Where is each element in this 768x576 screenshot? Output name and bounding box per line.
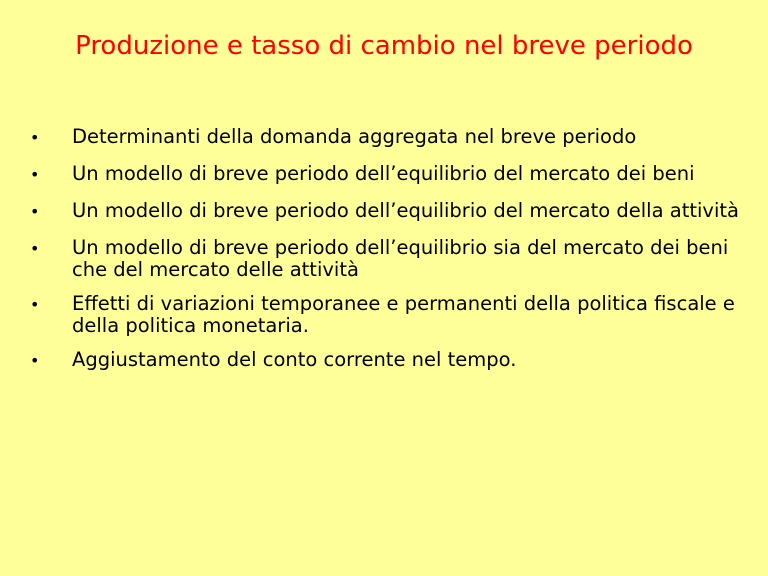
bullet-marker: • xyxy=(30,202,40,221)
bullet-item-4 xyxy=(30,235,762,281)
bullet-item-2 xyxy=(30,161,762,188)
bullet-marker: • xyxy=(30,351,40,370)
bullet-text: Determinanti della domanda aggregata nel breve periodo xyxy=(72,125,637,148)
bullet-item-5 xyxy=(30,291,762,337)
bullet-item-1 xyxy=(30,124,762,151)
bullet-marker: • xyxy=(30,128,40,147)
bullet-marker: • xyxy=(30,239,40,258)
bullet-item-3 xyxy=(30,198,762,225)
bullet-text: Aggiustamento del conto corrente nel tempo. xyxy=(72,348,517,371)
bullet-marker: • xyxy=(30,165,40,184)
bullet-list xyxy=(30,124,762,384)
bullet-text: Un modello di breve periodo dell’equilibrio del mercato della attività xyxy=(72,199,739,222)
slide-title: Produzione e tasso di cambio nel breve periodo xyxy=(75,31,693,61)
bullet-text: Effetti di variazioni temporanee e permanenti della politica fiscale e della politica monetaria. xyxy=(72,292,735,337)
bullet-text: Un modello di breve periodo dell’equilibrio del mercato dei beni xyxy=(72,162,695,185)
bullet-text: Un modello di breve periodo dell’equilibrio sia del mercato dei beni che del mercato delle attività xyxy=(72,236,729,281)
bullet-item-6 xyxy=(30,347,762,374)
bullet-marker: • xyxy=(30,295,40,314)
